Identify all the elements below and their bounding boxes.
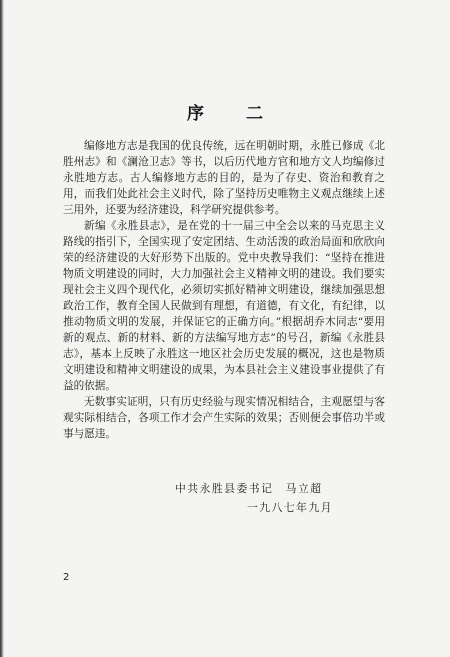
body-text [63, 138, 385, 442]
paragraph-1: 编修地方志是我国的优良传统，远在明朝时期，永胜已修成《北胜州志》和《澜沧卫志》等书，以后历代地方官和地方文人均编修过永胜地方志。古人编修地方志的目的，是为了存史、资治和教育之用，而我们处此社会主义时代，除了坚持历史唯物主义观点继续上述三用外，还要为经济建设，科学研究提供参考。 [63, 140, 385, 216]
page-title: 序 二 [187, 104, 281, 124]
page-number: 2 [63, 572, 70, 583]
paragraph-2: 新编《永胜县志》，是在党的十一届三中全会以来的马克思主义路线的指引下，全国实现了安定团结、生动活泼的政治局面和欣欣向荣的经济建设的大好形势下出版的。党中央教导我们：“坚持在推进物质文明建设的同时，大力加强社会主义精神文明的建设。我们要实现社会主义四个现代化，必须切实抓好精神文明建设，继续加强思想政治工作，教育全国人民做到有理想，有道德，有文化，有纪律，以推动物质文明的发展，并保证它的正确方向。”根据胡乔木同志“要用新的观点、新的材料、新的方法编写地方志”的号召，新编《永胜县志》，基本上反映了永胜这一地区社会历史发展的概况，这也是物质文明建设和精神文明建设的成果，为本县社会主义建设事业提供了有益的依据。 [63, 220, 385, 392]
signature-author: 中共永胜县委书记 马立超 [175, 482, 323, 495]
paragraph-3: 无数事实证明，只有历史经验与现实情况相结合，主观愿望与客观实际相结合，各项工作才会产生实际的效果；否则便会事倍功半或事与愿违。 [63, 396, 385, 440]
signature-date: 一九八七年九月 [247, 501, 334, 514]
